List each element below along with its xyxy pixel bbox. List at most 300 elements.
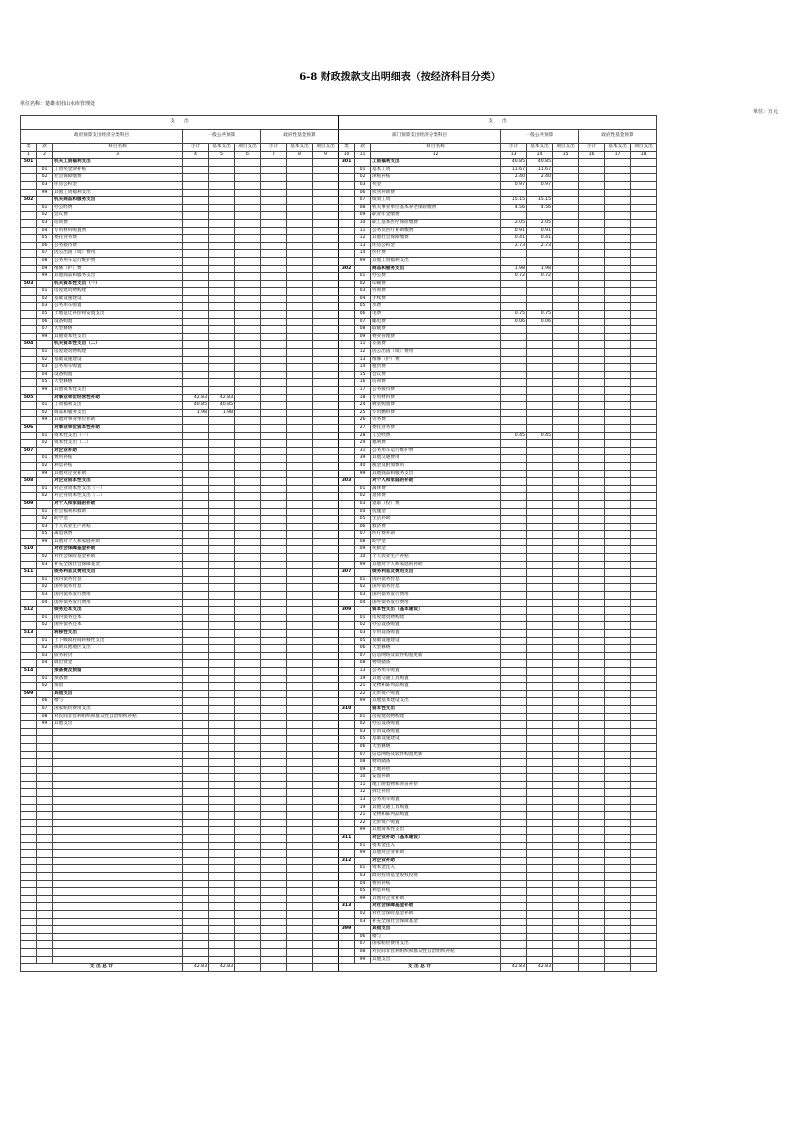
left-class-code: 502 [21,197,37,205]
right-subject-name: 专用设备购置 [371,728,501,736]
left-item-code [37,774,53,782]
table-row [21,189,657,197]
right-fund-basic [605,189,631,197]
left-basic [209,516,235,524]
left-item-code [37,812,53,820]
right-fund-basic [605,174,631,182]
left-fund-project [313,880,339,888]
table-row [21,508,657,516]
left-basic [209,371,235,379]
left-subject-name: 专用材料购置费 [53,227,183,235]
right-fund-basic [605,318,631,326]
left-basic [209,569,235,577]
left-fund-basic [287,349,313,357]
left-fund-project [313,941,339,949]
left-project [235,789,261,797]
left-fund-project [313,819,339,827]
right-subject-name: 其他交通工具购置 [371,675,501,683]
right-item-code: 19 [355,675,371,683]
right-fund-subtotal [579,554,605,562]
right-fund-basic [605,349,631,357]
table-row [21,895,657,903]
left-project [235,918,261,926]
left-project [235,873,261,881]
left-project [235,721,261,729]
right-fund-subtotal [579,576,605,584]
col-project: 项目支出 [553,144,579,152]
right-fund-subtotal [579,819,605,827]
right-subject-name: 差旅费 [371,341,501,349]
left-subject-name: 赠与 [53,698,183,706]
right-basic [527,880,553,888]
right-fund-subtotal [579,204,605,212]
right-class-code [339,341,355,349]
right-fund-subtotal [579,956,605,964]
right-subject-name: 个人农业生产补贴 [371,554,501,562]
left-class-code [21,212,37,220]
right-class-code [339,546,355,554]
right-fund-subtotal [579,842,605,850]
left-subtotal [183,561,209,569]
left-fund-project [313,197,339,205]
right-fund-project [631,257,657,265]
right-fund-basic [605,455,631,463]
col-index: 9 [313,151,339,159]
right-fund-project [631,781,657,789]
left-basic [209,842,235,850]
right-basic [527,835,553,843]
left-project [235,857,261,865]
table-row [21,903,657,911]
left-fund-basic [287,250,313,258]
right-fund-subtotal [579,212,605,220]
right-fund-project [631,576,657,584]
left-basic [209,698,235,706]
left-subject-name: 援助其他地区支出 [53,645,183,653]
right-class-code [339,197,355,205]
right-fund-basic [605,599,631,607]
left-subject-name [53,789,183,797]
right-subject-name: 其他基本建设支出 [371,698,501,706]
right-project [553,599,579,607]
table-row [21,364,657,372]
left-subtotal: 42.83 [183,394,209,402]
left-total-empty [287,964,313,972]
left-class-code [21,318,37,326]
table-row [21,614,657,622]
left-class-code [21,204,37,212]
right-subject-name: 地上附着物和青苗补偿 [371,781,501,789]
left-project [235,493,261,501]
right-class-code [339,280,355,288]
right-subject-name: 劳务费 [371,417,501,425]
table-row [21,857,657,865]
left-subtotal [183,797,209,805]
right-subject-name: 办公设备购置 [371,721,501,729]
right-fund-subtotal [579,364,605,372]
left-fund-subtotal [261,311,287,319]
right-fund-basic [605,812,631,820]
left-fund-basic [287,257,313,265]
right-subtotal [501,508,527,516]
left-item-code [37,880,53,888]
left-subtotal [183,819,209,827]
left-fund-subtotal [261,447,287,455]
left-fund-basic [287,660,313,668]
left-project [235,736,261,744]
right-project [553,857,579,865]
right-project [553,409,579,417]
left-basic [209,614,235,622]
left-item-code [37,766,53,774]
left-fund-subtotal [261,804,287,812]
left-fund-project [313,592,339,600]
right-fund-subtotal [579,759,605,767]
left-item-code [37,941,53,949]
right-item-code: 11 [355,341,371,349]
left-subject-name: 国内债务付息 [53,576,183,584]
right-item-code: 09 [355,766,371,774]
right-basic [527,645,553,653]
right-project [553,637,579,645]
right-fund-subtotal [579,333,605,341]
left-fund-basic [287,303,313,311]
left-subject-name [53,865,183,873]
right-project [553,652,579,660]
right-item-code: 03 [355,918,371,926]
col-index: 11 [355,151,371,159]
right-fund-basic [605,781,631,789]
left-project [235,440,261,448]
right-fund-basic [605,470,631,478]
left-subtotal [183,349,209,357]
right-subtotal: 2.05 [501,219,527,227]
right-fund-basic [605,607,631,615]
left-project [235,531,261,539]
right-subtotal [501,652,527,660]
right-fund-basic [605,561,631,569]
left-subtotal [183,683,209,691]
left-class-code [21,675,37,683]
left-fund-basic [287,865,313,873]
right-subtotal [501,759,527,767]
right-fund-project [631,888,657,896]
right-class-code [339,956,355,964]
right-subtotal [501,698,527,706]
left-subject-name: 预留 [53,683,183,691]
left-subject-name [53,827,183,835]
left-fund-project [313,219,339,227]
left-fund-subtotal [261,197,287,205]
left-subject-name: 商品和服务支出 [53,409,183,417]
left-project [235,667,261,675]
right-item-code: 15 [355,371,371,379]
left-subject-name: 机关工资福利支出 [53,159,183,167]
left-basic [209,303,235,311]
right-item-code [355,159,371,167]
right-fund-subtotal [579,485,605,493]
right-subject-name: 物业管理费 [371,333,501,341]
right-project [553,721,579,729]
right-fund-project [631,759,657,767]
right-subtotal: 15.15 [501,197,527,205]
left-subtotal [183,181,209,189]
right-fund-subtotal [579,546,605,554]
left-fund-basic [287,394,313,402]
right-subtotal: 40.85 [501,159,527,167]
left-class-code [21,356,37,364]
left-fund-subtotal [261,242,287,250]
left-project [235,675,261,683]
right-fund-basic [605,910,631,918]
left-basic [209,478,235,486]
right-subject-name: 其他资本性支出 [371,827,501,835]
right-item-code: 02 [355,493,371,501]
right-basic: 1.98 [527,265,553,273]
right-subject-name: 津贴补贴 [371,174,501,182]
left-fund-subtotal [261,956,287,964]
left-project [235,159,261,167]
right-basic [527,766,553,774]
left-subject-name: 办公经费 [53,204,183,212]
right-class-code [339,531,355,539]
right-fund-subtotal [579,273,605,281]
left-basic [209,197,235,205]
left-project [235,166,261,174]
left-project [235,614,261,622]
table-row [21,204,657,212]
right-fund-project [631,584,657,592]
left-basic [209,857,235,865]
right-project [553,189,579,197]
left-fund-basic [287,933,313,941]
right-fund-subtotal [579,926,605,934]
right-project [553,250,579,258]
left-subject-name: 会议费 [53,212,183,220]
left-item-code: 04 [37,371,53,379]
right-total-empty [605,964,631,972]
right-basic [527,303,553,311]
left-basic [209,592,235,600]
right-subject-name: 基础设施建设 [371,637,501,645]
left-item-code: 02 [37,554,53,562]
right-class-code [339,721,355,729]
right-fund-subtotal [579,675,605,683]
right-fund-subtotal [579,257,605,265]
left-subject-name [53,759,183,767]
left-subtotal [183,303,209,311]
col-index: 12 [371,151,501,159]
left-item-code [37,797,53,805]
left-basic [209,599,235,607]
right-item-code: 26 [355,417,371,425]
right-subtotal [501,356,527,364]
right-basic [527,637,553,645]
left-subject-name: 设备购置 [53,318,183,326]
left-fund-project [313,774,339,782]
right-fund-subtotal [579,432,605,440]
left-fund-project [313,440,339,448]
right-item-code: 13 [355,242,371,250]
right-project [553,607,579,615]
right-class-code [339,819,355,827]
left-fund-project [313,538,339,546]
right-fund-basic [605,918,631,926]
left-class-code [21,751,37,759]
right-subtotal [501,599,527,607]
left-basic [209,797,235,805]
right-subtotal [501,895,527,903]
left-subject-name: 对企业资本性支出（一） [53,485,183,493]
left-fund-project [313,667,339,675]
right-fund-project [631,819,657,827]
right-item-code: 06 [355,189,371,197]
left-project [235,326,261,334]
right-fund-project [631,736,657,744]
header-row-index [21,151,657,159]
right-class-code [339,538,355,546]
right-project [553,873,579,881]
left-fund-project [313,242,339,250]
left-project [235,318,261,326]
left-project [235,227,261,235]
right-fund-subtotal [579,394,605,402]
left-project [235,804,261,812]
right-item-code [355,903,371,911]
left-item-code: 03 [37,561,53,569]
left-subtotal [183,637,209,645]
right-subtotal [501,789,527,797]
left-basic [209,432,235,440]
left-subtotal [183,948,209,956]
left-subtotal [183,227,209,235]
right-class-code [339,888,355,896]
right-project [553,242,579,250]
right-fund-project [631,440,657,448]
left-item-code: 02 [37,622,53,630]
right-project [553,698,579,706]
right-class-code [339,455,355,463]
left-item-code: 07 [37,250,53,258]
right-basic [527,705,553,713]
left-basic [209,462,235,470]
right-basic [527,683,553,691]
left-fund-subtotal [261,219,287,227]
right-fund-subtotal [579,850,605,858]
right-project [553,690,579,698]
right-fund-subtotal [579,781,605,789]
right-class-code [339,349,355,357]
left-class-code [21,812,37,820]
left-project [235,926,261,934]
right-fund-subtotal [579,941,605,949]
left-class-code [21,349,37,357]
right-item-code: 99 [355,895,371,903]
left-class-code [21,257,37,265]
left-fund-project [313,478,339,486]
left-subject-name: 对事业单位经常性补助 [53,394,183,402]
left-fund-subtotal [261,713,287,721]
right-subtotal [501,561,527,569]
left-project [235,888,261,896]
right-subject-name: 资本金注入 [371,865,501,873]
right-subtotal [501,781,527,789]
right-subject-name: 费用补贴 [371,880,501,888]
left-subtotal [183,766,209,774]
right-item-code: 03 [355,592,371,600]
right-basic [527,614,553,622]
left-class-code [21,903,37,911]
left-fund-project [313,569,339,577]
left-fund-project [313,622,339,630]
left-fund-project [313,166,339,174]
left-item-code [37,895,53,903]
left-total-empty [313,964,339,972]
left-basic [209,637,235,645]
left-subtotal [183,698,209,706]
left-fund-basic [287,288,313,296]
left-class-code [21,614,37,622]
left-fund-project [313,956,339,964]
right-subtotal [501,645,527,653]
left-fund-basic [287,584,313,592]
right-fund-subtotal [579,667,605,675]
left-subtotal [183,880,209,888]
left-item-code [37,751,53,759]
left-subject-name [53,948,183,956]
left-fund-basic [287,759,313,767]
left-project [235,257,261,265]
right-fund-basic [605,204,631,212]
right-fund-project [631,326,657,334]
right-fund-subtotal [579,713,605,721]
right-class-code [339,812,355,820]
left-fund-project [313,781,339,789]
right-subject-name: 奖金 [371,181,501,189]
left-fund-basic [287,470,313,478]
left-basic [209,607,235,615]
left-fund-project [313,652,339,660]
right-subtotal [501,667,527,675]
right-project [553,417,579,425]
left-class-code [21,311,37,319]
right-basic [527,349,553,357]
left-subject-name: 个人农业生产补贴 [53,523,183,531]
right-fund-project [631,538,657,546]
table-row [21,409,657,417]
left-subject-name: 机关资本性支出（一） [53,280,183,288]
right-fund-basic [605,637,631,645]
right-fund-project [631,318,657,326]
right-fund-basic [605,835,631,843]
left-subtotal [183,956,209,964]
left-subtotal [183,584,209,592]
right-fund-basic [605,652,631,660]
right-project [553,865,579,873]
right-subject-name: 国家赔偿费用支出 [371,941,501,949]
left-item-code [37,743,53,751]
left-project [235,781,261,789]
right-subject-name: 救济费 [371,523,501,531]
table-row [21,288,657,296]
left-subtotal [183,333,209,341]
right-item-code: 01 [355,166,371,174]
ledger-table [20,115,657,972]
right-subject-name: 被装购置费 [371,402,501,410]
right-fund-subtotal [579,227,605,235]
right-fund-basic [605,592,631,600]
right-project [553,402,579,410]
